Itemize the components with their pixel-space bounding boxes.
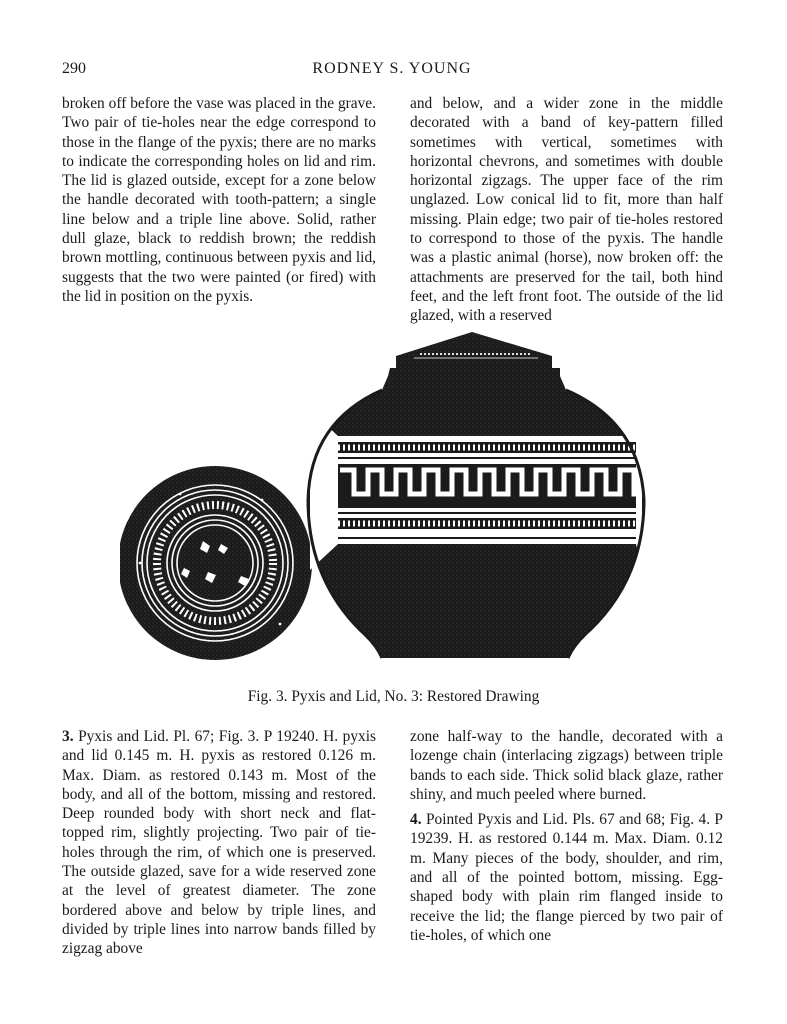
- figure-pyxis-and-lid: [120, 330, 660, 668]
- entry-number: 3.: [62, 728, 74, 745]
- catalogue-entry-4: [410, 810, 723, 945]
- figure-caption: Fig. 3. Pyxis and Lid, No. 3: Restored Drawing: [247, 688, 540, 705]
- entry-number: 4.: [410, 811, 422, 829]
- top-left-column: [62, 94, 376, 306]
- paragraph: zone half-way to the handle, decorated with a lozenge chain (interlacing zigzags) between triple bands to each side. Thick solid black glaze, rather shiny, and much peeled where burned.: [410, 728, 723, 803]
- catalogue-entry-3: [62, 727, 376, 959]
- bottom-left-column: [62, 727, 376, 959]
- page-header: [62, 60, 722, 82]
- entry-text: Pointed Pyxis and Lid. Pls. 67 and 68; Fig. 4. P 19239. H. as restored 0.144 m. Max. Diam. 0.12 m. Many pieces of the body, shoulder, and rim, and all of the pointed bottom, missing. Egg-shaped body with plain rim flanged inside to receive the lid; the flange pierced by two pair of tie-holes, of which one: [410, 811, 723, 944]
- running-title: RODNEY S. YOUNG: [312, 60, 472, 77]
- page-number: 290: [62, 60, 86, 77]
- bottom-right-column: [410, 727, 723, 945]
- paragraph: broken off before the vase was placed in the grave. Two pair of tie-holes near the edge correspond to those in the flange of the pyxis; there are no marks to indicate the corresponding holes on lid and rim. The lid is glazed outside, except for a zone below the handle decorated with tooth-pattern; a single line below and a triple line above. Solid, rather dull glaze, black to reddish brown; the reddish brown mottling, continuous between pyxis and lid, suggests that the two were painted (or fired) with the lid in position on the pyxis.: [62, 95, 376, 305]
- lid-top-view-drawing: [120, 466, 312, 660]
- paragraph: and below, and a wider zone in the middle decorated with a band of key-pattern filled sometimes with vertical, sometimes with horizontal chevrons, and sometimes with double horizontal zigzags. The upper face of the rim unglazed. Low conical lid to fit, more than half missing. Plain edge; two pair of tie-holes restored to correspond to those of the pyxis. The handle was a plastic animal (horse), now broken off: the attachments are preserved for the tail, both hind feet, and the left front foot. The outside of the lid glazed, with a reserved: [410, 95, 723, 325]
- top-right-column: [410, 94, 723, 326]
- pyxis-side-view-drawing: [308, 332, 648, 658]
- entry-text: Pyxis and Lid. Pl. 67; Fig. 3. P 19240. H. pyxis and lid 0.145 m. H. pyxis as restored 0.126 m. Max. Diam. as restored 0.143 m. Most of the body, and all of the bottom, missing and restored. Deep rounded body with short neck and flat-topped rim, slightly projecting. Two pair of tie-holes through the rim, of which one is preserved. The outside glazed, save for a wide reserved zone at the level of greatest diameter. The zone bordered above and below by triple lines, and divided by triple lines into narrow bands filled by zigzag above: [62, 728, 376, 958]
